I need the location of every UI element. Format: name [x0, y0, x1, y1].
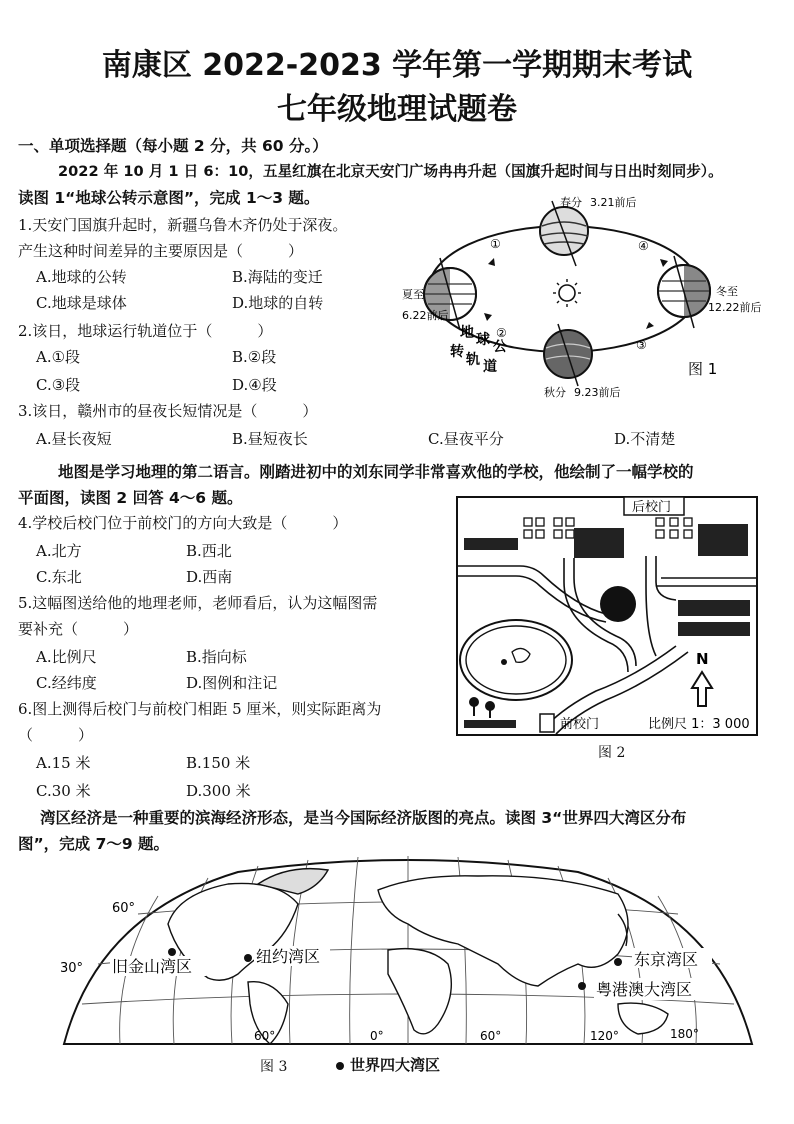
label-orbit-3: ③ [636, 338, 647, 352]
tokyo-label: 东京湾区 [634, 950, 699, 969]
intro3-line1: 湾区经济是一种重要的滨海经济形态，是当今国际经济版图的亮点。读图 3“世界四大湾区分布 [40, 809, 687, 827]
q6-option-b[interactable]: B.150 米 [186, 754, 251, 772]
q6-option-c[interactable]: C.30 米 [36, 782, 91, 800]
lon-180-label: 180° [670, 1027, 699, 1041]
label-autumn: 秋分 [544, 386, 566, 399]
q2-option-a[interactable]: A.①段 [36, 348, 81, 366]
q1-stem-line1: 1.天安门国旗升起时，新疆乌鲁木齐仍处于深夜。 [18, 216, 348, 234]
label-orbit-4: ④ [638, 239, 649, 253]
exam-subtitle: 七年级地理试题卷 [277, 92, 517, 127]
q2-stem: 2.该日，地球运行轨道位于（ ） [18, 322, 273, 340]
q5-stem-line2: 要补充（ ） [18, 620, 139, 638]
label-summer-date: 6.22前后 [402, 309, 449, 322]
label-winter: 冬至 [716, 285, 738, 298]
lon-0-label: 0° [370, 1029, 384, 1043]
intro1-line2: 读图 1“地球公转示意图”，完成 1～3 题。 [18, 189, 320, 207]
q2-option-c[interactable]: C.③段 [36, 376, 81, 394]
svg-text:N: N [696, 650, 709, 668]
label-summer: 夏至 [402, 288, 424, 301]
label-spring: 春分 [560, 196, 582, 209]
ny-label: 纽约湾区 [256, 947, 321, 966]
figure1-caption: 图 1 [688, 360, 718, 378]
scale-label: 比例尺 1：3 000 [648, 717, 750, 732]
q1-stem-line2: 产生这种时间差异的主要原因是（ ） [18, 242, 304, 260]
sf-marker-icon [168, 948, 176, 956]
q1-option-a[interactable]: A.地球的公转 [36, 268, 127, 286]
q5-option-d[interactable]: D.图例和注记 [186, 674, 278, 692]
q3-option-c[interactable]: C.昼夜平分 [428, 430, 504, 448]
round-building [600, 586, 636, 622]
label-spring-date: 3.21前后 [590, 196, 637, 209]
figure2-caption: 图 2 [598, 745, 626, 761]
q1-option-d[interactable]: D.地球的自转 [232, 294, 324, 312]
q1-option-b[interactable]: B.海陆的变迁 [232, 268, 323, 286]
svg-text:球: 球 [476, 332, 490, 348]
gba-label: 粤港澳大湾区 [596, 980, 693, 999]
q4-option-d[interactable]: D.西南 [186, 568, 233, 586]
figure2-school-map [456, 496, 758, 736]
earth-autumn-icon [544, 324, 592, 386]
front-gate-label: 前校门 [560, 717, 600, 732]
q3-option-b[interactable]: B.昼短夜长 [232, 430, 308, 448]
earth-winter-icon [658, 256, 710, 328]
figure3-world-map [58, 854, 758, 1046]
q3-option-a[interactable]: A.昼长夜短 [36, 430, 112, 448]
q2-option-d[interactable]: D.④段 [232, 376, 277, 394]
legend-label: 世界四大湾区 [350, 1056, 441, 1074]
q4-option-c[interactable]: C.东北 [36, 568, 82, 586]
lon-60e-label: 60° [480, 1029, 502, 1043]
q6-stem-line2: （ ） [18, 726, 94, 744]
intro2-line2: 平面图，读图 2 回答 4～6 题。 [18, 489, 243, 507]
svg-text:地: 地 [460, 325, 474, 341]
lon-120-label: 120° [590, 1029, 619, 1043]
legend-dot-icon [336, 1062, 344, 1070]
front-gate [540, 714, 554, 732]
q6-option-d[interactable]: D.300 米 [186, 782, 251, 800]
back-gate-label: 后校门 [632, 500, 672, 515]
q5-stem-line1: 5.这幅图送给他的地理老师，老师看后，认为这幅图需 [18, 594, 378, 612]
lat-60-label: 60° [112, 901, 136, 916]
svg-text:公: 公 [493, 339, 507, 355]
svg-text:转: 转 [450, 344, 464, 360]
q4-option-b[interactable]: B.西北 [186, 542, 232, 560]
q6-option-a[interactable]: A.15 米 [36, 754, 91, 772]
tokyo-marker-icon [614, 958, 622, 966]
intro2-line1: 地图是学习地理的第二语言。刚踏进初中的刘东同学非常喜欢他的学校，他绘制了一幅学校的 [58, 463, 694, 481]
q5-option-c[interactable]: C.经纬度 [36, 674, 97, 692]
lat-30-label: 30° [60, 961, 84, 976]
svg-text:道: 道 [483, 359, 497, 375]
q1-option-c[interactable]: C.地球是球体 [36, 294, 127, 312]
q3-stem: 3.该日，赣州市的昼夜长短情况是（ ） [18, 402, 318, 420]
lon-60w-label: 60° [254, 1029, 276, 1043]
ny-marker-icon [244, 954, 252, 962]
q6-stem-line1: 6.图上测得后校门与前校门相距 5 厘米，则实际距离为 [18, 700, 382, 718]
sun-icon [553, 279, 581, 307]
svg-text:轨: 轨 [466, 352, 480, 368]
label-autumn-date: 9.23前后 [574, 386, 621, 399]
sf-label: 旧金山湾区 [112, 957, 193, 976]
figure1-orbit-diagram [392, 196, 784, 402]
section-header: 一、单项选择题（每小题 2 分，共 60 分。） [18, 137, 328, 155]
exam-title: 南康区 2022-2023 学年第一学期期末考试 [101, 48, 693, 83]
q5-option-a[interactable]: A.比例尺 [36, 648, 97, 666]
intro1-line1: 2022 年 10 月 1 日 6：10，五星红旗在北京天安门广场冉冉升起（国旗升起时间与日出时刻同步）。 [58, 163, 723, 180]
label-orbit-1: ① [490, 237, 501, 251]
label-winter-date: 12.22前后 [708, 301, 762, 314]
figure3-caption: 图 3 [260, 1059, 288, 1075]
gba-marker-icon [578, 982, 586, 990]
earth-spring-icon [540, 201, 588, 266]
q5-option-b[interactable]: B.指向标 [186, 648, 247, 666]
q2-option-b[interactable]: B.②段 [232, 348, 277, 366]
q4-option-a[interactable]: A.北方 [36, 542, 82, 560]
label-orbit-2: ② [496, 326, 507, 340]
q3-option-d[interactable]: D.不清楚 [614, 430, 676, 448]
intro3-line2: 图”，完成 7～9 题。 [18, 835, 170, 853]
q4-stem: 4.学校后校门位于前校门的方向大致是（ ） [18, 514, 348, 532]
